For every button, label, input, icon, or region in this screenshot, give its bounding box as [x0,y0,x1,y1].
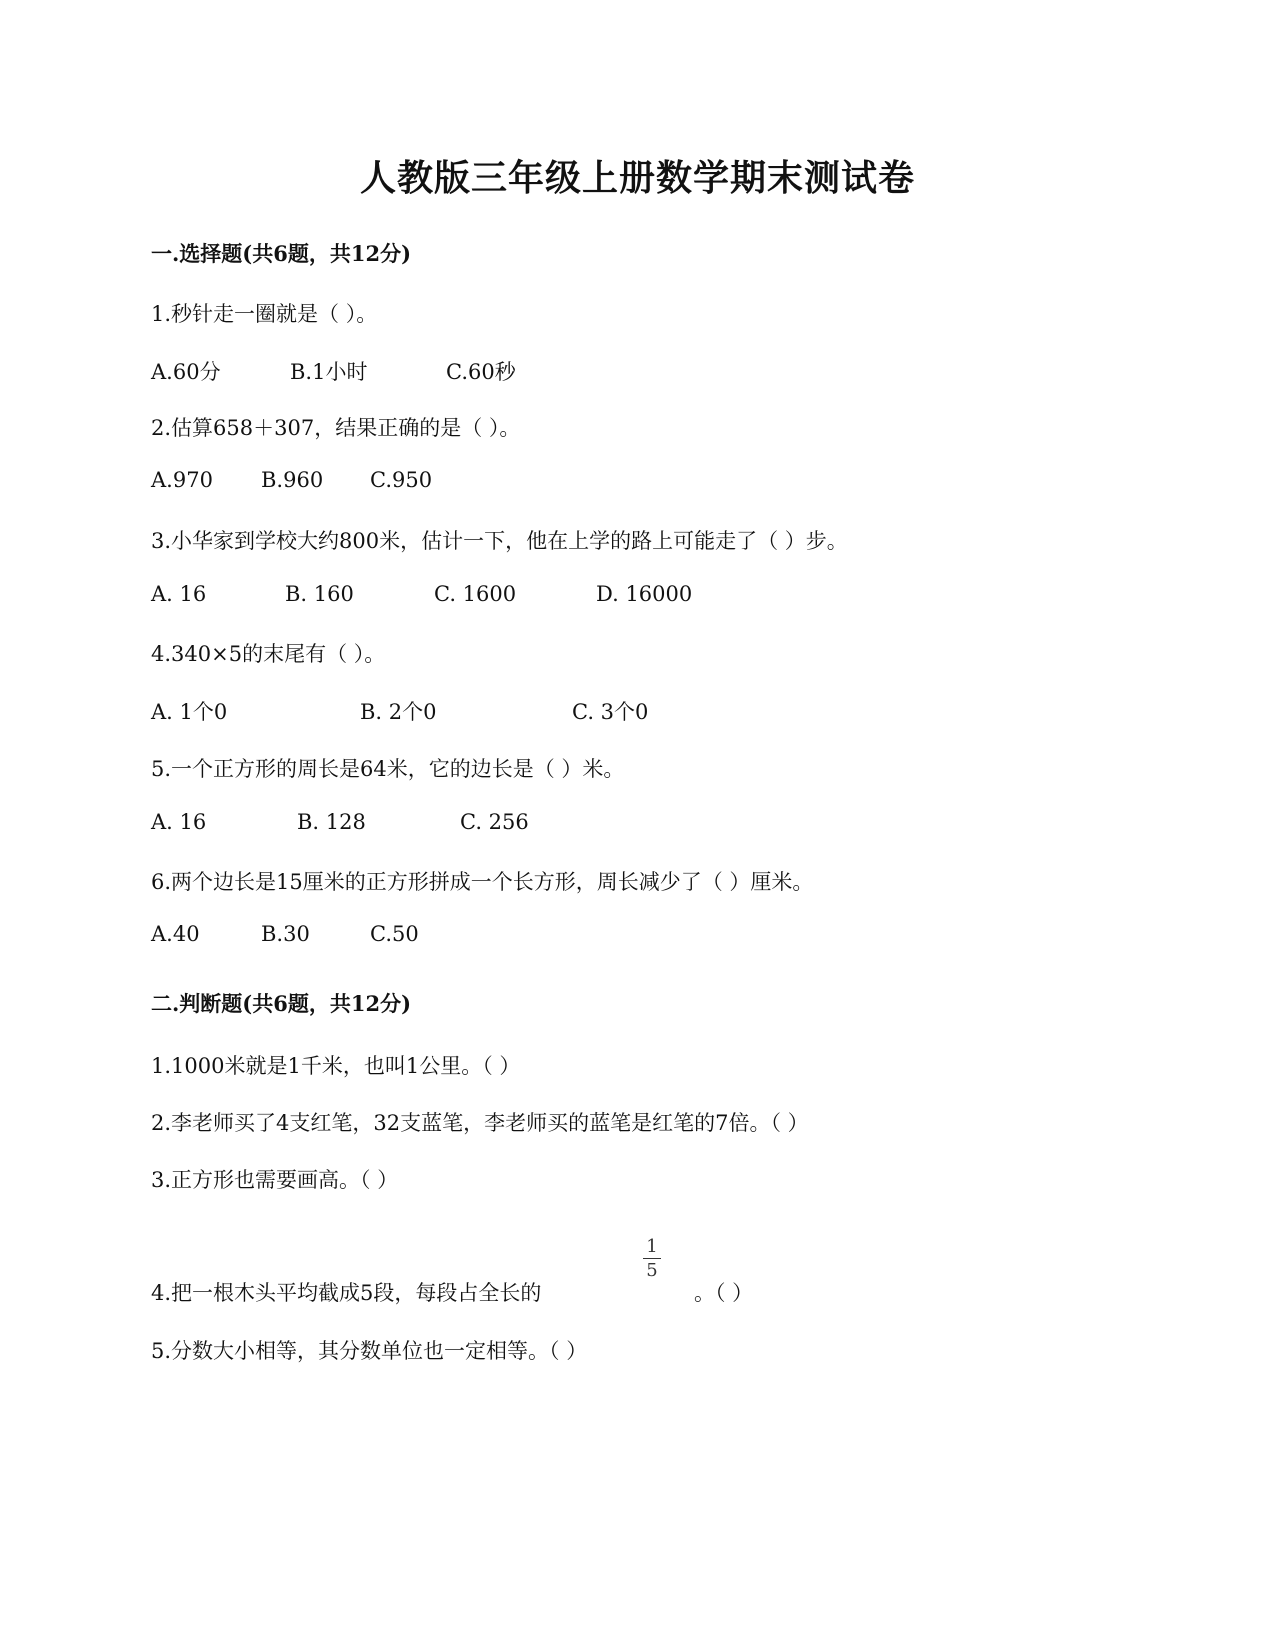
option-c: C.950 [370,468,433,492]
option-c: C. 1600 [434,582,517,606]
question-text: 2.李老师买了4支红笔，32支蓝笔，李老师买的蓝笔是红笔的7倍。（ ） [151,1111,809,1135]
page-title: 人教版三年级上册数学期末测试卷 [359,157,915,199]
option-a: A. 16 [151,810,207,834]
question-text: 6.两个边长是15厘米的正方形拼成一个长方形，周长减少了（ ）厘米。 [151,870,814,894]
fraction-numerator: 1 [646,1236,658,1257]
option-b: B. 128 [297,810,366,834]
option-c: C. 3个0 [572,700,649,724]
option-a: A. 16 [151,582,207,606]
question-tail: 。（ ） [694,1281,754,1305]
question-text: 5.一个正方形的周长是64米，它的边长是（ ）米。 [151,757,625,781]
option-a: A. 1个0 [151,700,228,724]
option-b: B.960 [261,468,324,492]
question-text: 4.340×5的末尾有（ ）。 [151,642,386,666]
option-b: B.30 [261,922,310,946]
section-heading-choice: 一.选择题(共6题，共12分) [151,241,412,266]
option-a: A.40 [151,922,200,946]
option-d: D. 16000 [596,582,693,606]
question-text: 5.分数大小相等，其分数单位也一定相等。（ ） [151,1339,588,1363]
option-c: C. 256 [460,810,529,834]
fraction-denominator: 5 [646,1260,658,1281]
option-b: B. 160 [285,582,354,606]
option-c: C.50 [370,922,419,946]
question-text: 2.估算658＋307，结果正确的是（ ）。 [151,416,521,440]
question-text: 3.正方形也需要画高。（ ） [151,1168,399,1192]
question-text: 3.小华家到学校大约800米，估计一下，他在上学的路上可能走了（ ）步。 [151,529,848,553]
option-b: B. 2个0 [360,700,437,724]
fraction-one-fifth [640,1238,664,1280]
option-b: B.1小时 [290,360,368,384]
option-c: C.60秒 [446,360,516,384]
question-text: 1.1000米就是1千米，也叫1公里。（ ） [151,1054,521,1078]
question-text: 4.把一根木头平均截成5段，每段占全长的 [151,1281,542,1305]
option-a: A.970 [151,468,213,492]
question-text: 1.秒针走一圈就是（ ）。 [151,302,378,326]
option-a: A.60分 [151,360,221,384]
section-heading-judgment: 二.判断题(共6题，共12分) [151,991,412,1016]
